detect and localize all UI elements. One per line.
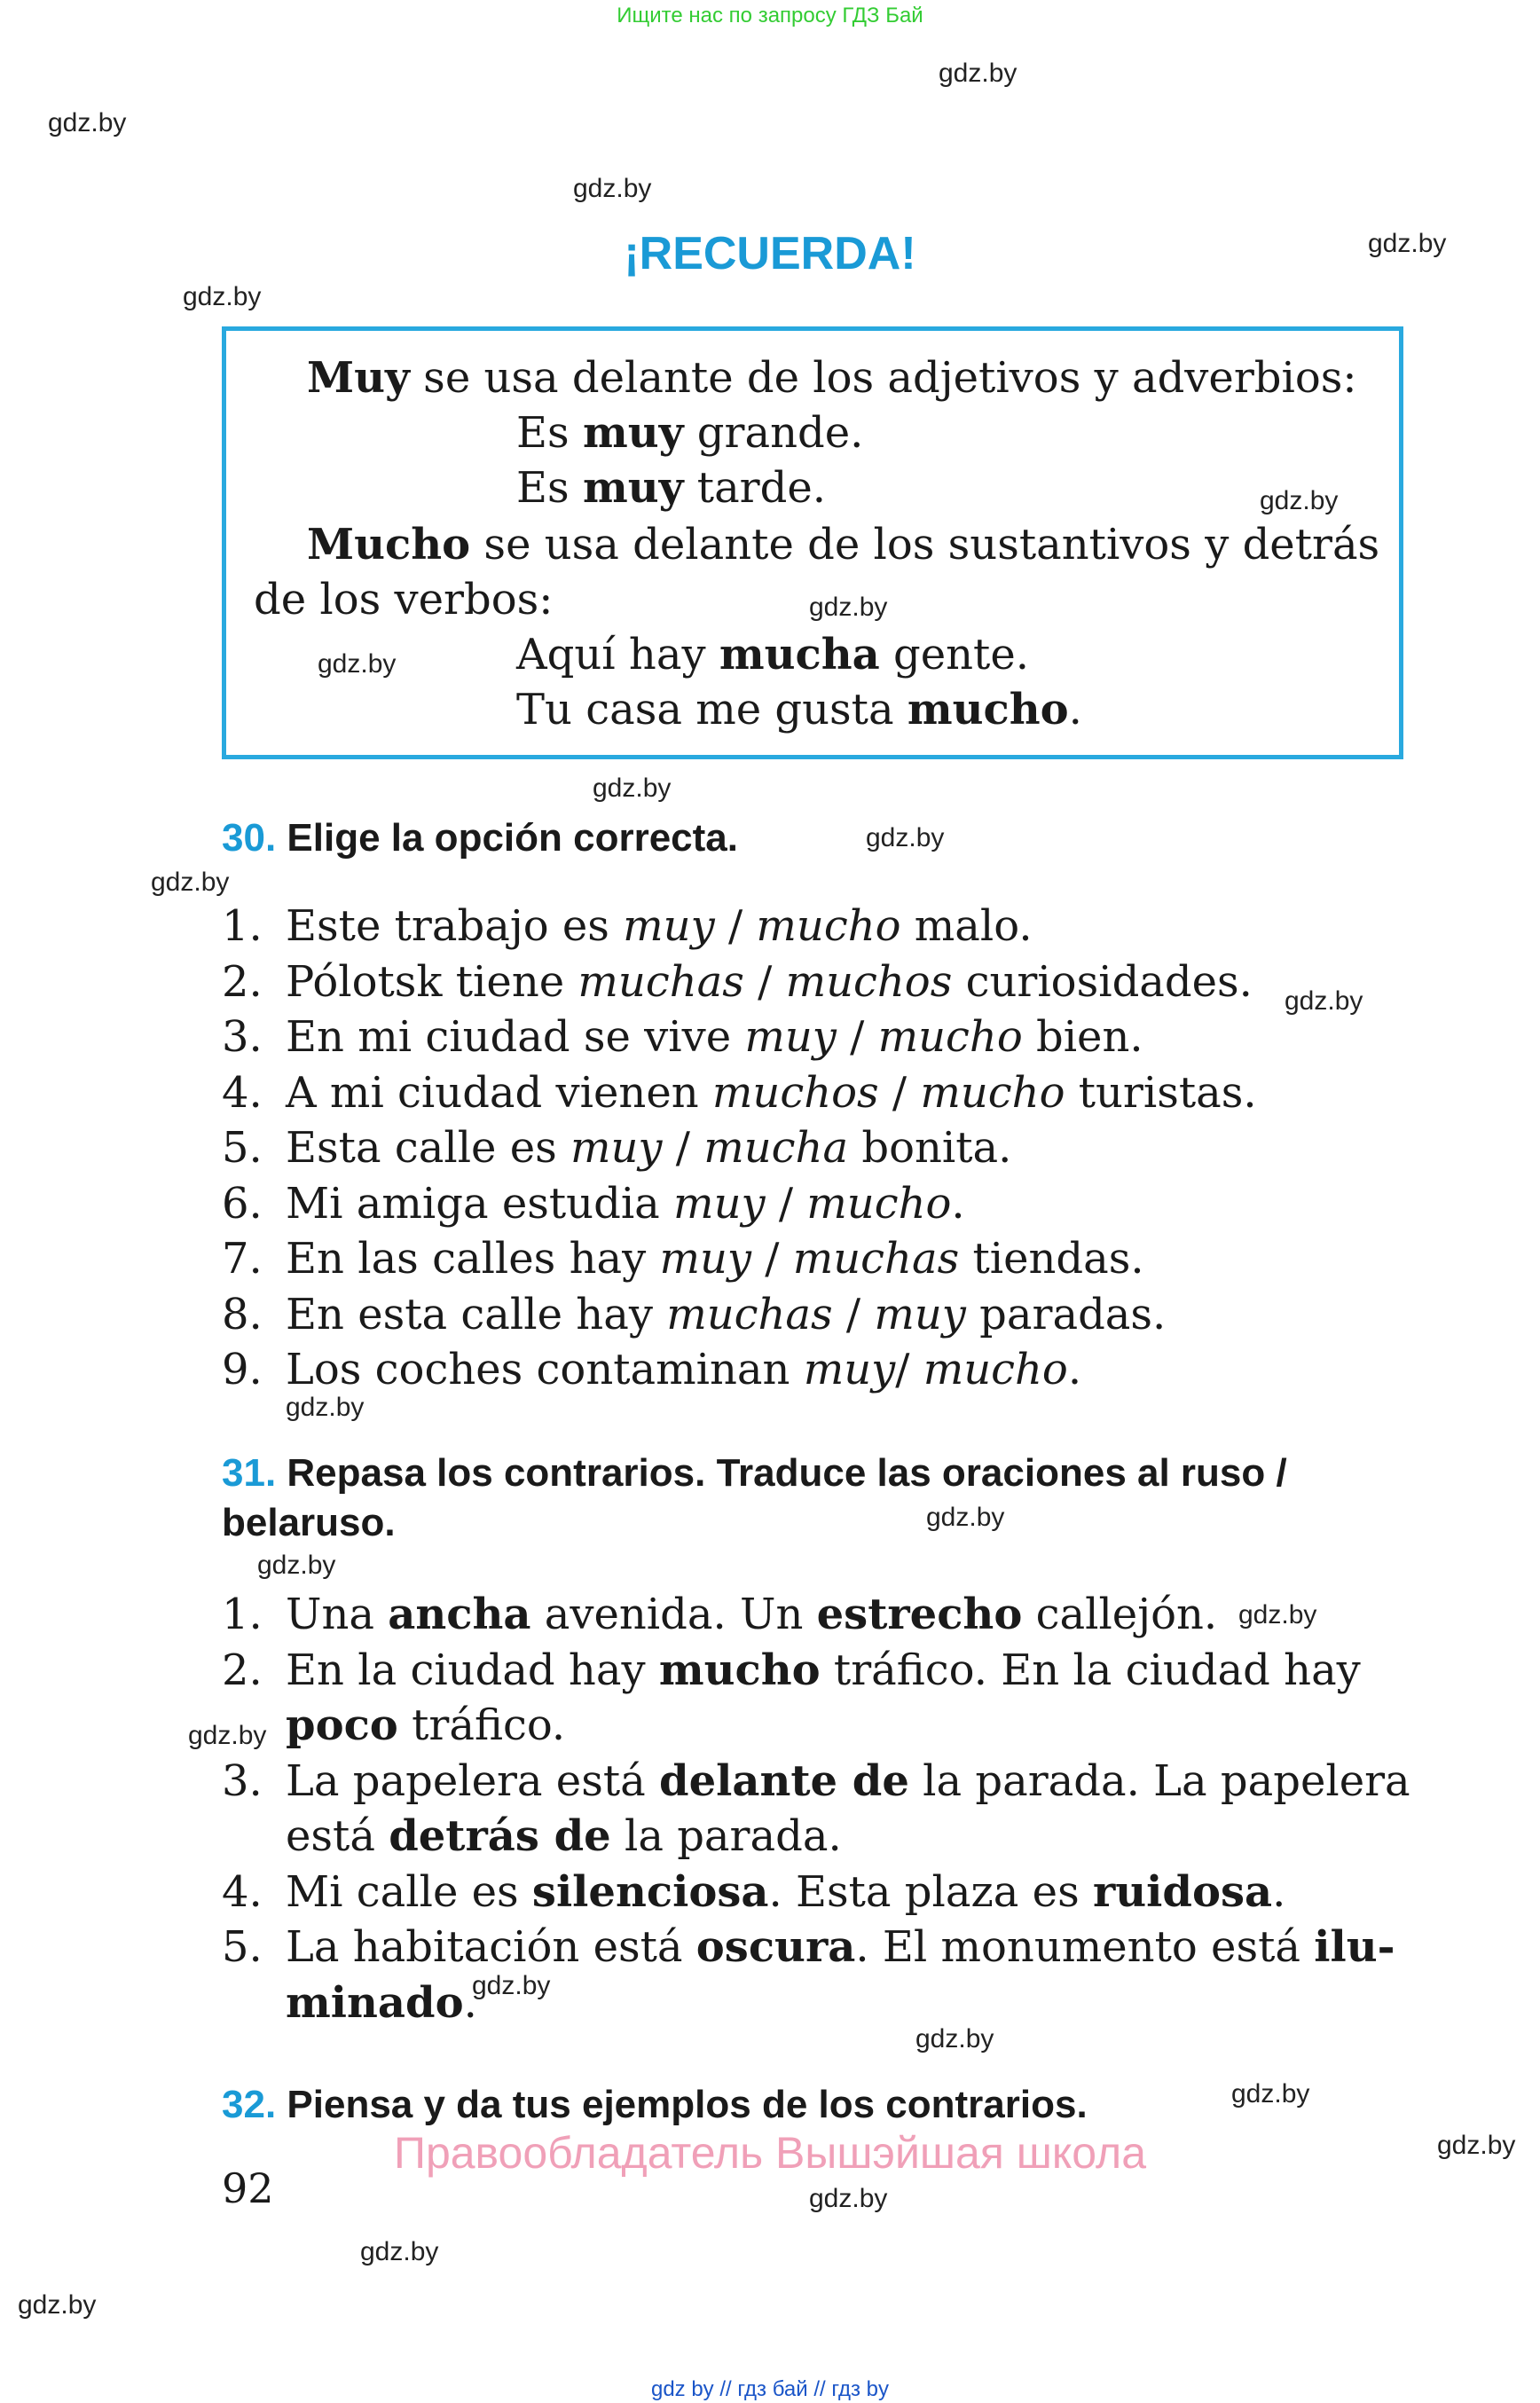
copyright-notice: Правообладатель Вышэйшая школа bbox=[394, 2128, 1146, 2178]
watermark: gdz.by bbox=[1231, 2079, 1310, 2109]
watermark: gdz.by bbox=[573, 174, 652, 203]
watermark: gdz.by bbox=[915, 2024, 994, 2054]
rule-line: de los verbos: bbox=[254, 575, 554, 624]
watermark: gdz.by bbox=[809, 593, 888, 622]
watermark: gdz.by bbox=[286, 1393, 365, 1422]
watermark: gdz.by bbox=[1285, 986, 1363, 1016]
watermark: gdz.by bbox=[360, 2237, 439, 2266]
watermark: gdz.by bbox=[183, 282, 262, 311]
rule-example: Aquí hay mucha gente. bbox=[516, 630, 1030, 679]
watermark: gdz.by bbox=[188, 1721, 267, 1750]
watermark: gdz.by bbox=[866, 823, 945, 852]
watermark: gdz.by bbox=[939, 59, 1018, 88]
watermark: gdz.by bbox=[1238, 1600, 1317, 1629]
exercise-31-heading: 31. Repasa los contrarios. Traduce las oraciones al ruso / bbox=[222, 1451, 1287, 1495]
watermark: gdz.by bbox=[1260, 486, 1339, 515]
exercise-32-heading: 32. Piensa y da tus ejemplos de los contrarios. bbox=[222, 2083, 1088, 2126]
watermark: gdz.by bbox=[926, 1503, 1005, 1532]
watermark: gdz.by bbox=[48, 108, 127, 137]
watermark: gdz.by bbox=[593, 774, 672, 803]
watermark: gdz.by bbox=[1437, 2131, 1516, 2160]
recuerda-title: ¡RECUERDA! bbox=[624, 228, 916, 279]
exercise-30-heading: 30. Elige la opción correcta. bbox=[222, 816, 738, 860]
watermark: gdz.by bbox=[151, 868, 230, 897]
rule-line: Muy se usa delante de los adjetivos y adverbios: bbox=[307, 353, 1357, 403]
rule-example: Tu casa me gusta mucho. bbox=[516, 685, 1082, 734]
page-number: 92 bbox=[222, 2164, 274, 2212]
bottom-links: gdz by // гдз бай // гдз by bbox=[650, 2377, 890, 2401]
watermark: gdz.by bbox=[318, 649, 397, 679]
rule-example: Es muy grande. bbox=[516, 408, 864, 458]
watermark: gdz.by bbox=[1368, 229, 1447, 258]
exercise-31-heading-cont: belaruso. bbox=[222, 1501, 396, 1544]
rule-line: Mucho se usa delante de los sustantivos y detrás bbox=[307, 520, 1380, 569]
site-search-note: Ищите нас по запросу ГДЗ Бай bbox=[617, 4, 923, 27]
watermark: gdz.by bbox=[809, 2184, 888, 2213]
rule-example: Es muy tarde. bbox=[516, 463, 827, 513]
watermark: gdz.by bbox=[472, 1971, 551, 2000]
watermark: gdz.by bbox=[18, 2290, 97, 2320]
watermark: gdz.by bbox=[257, 1551, 336, 1580]
